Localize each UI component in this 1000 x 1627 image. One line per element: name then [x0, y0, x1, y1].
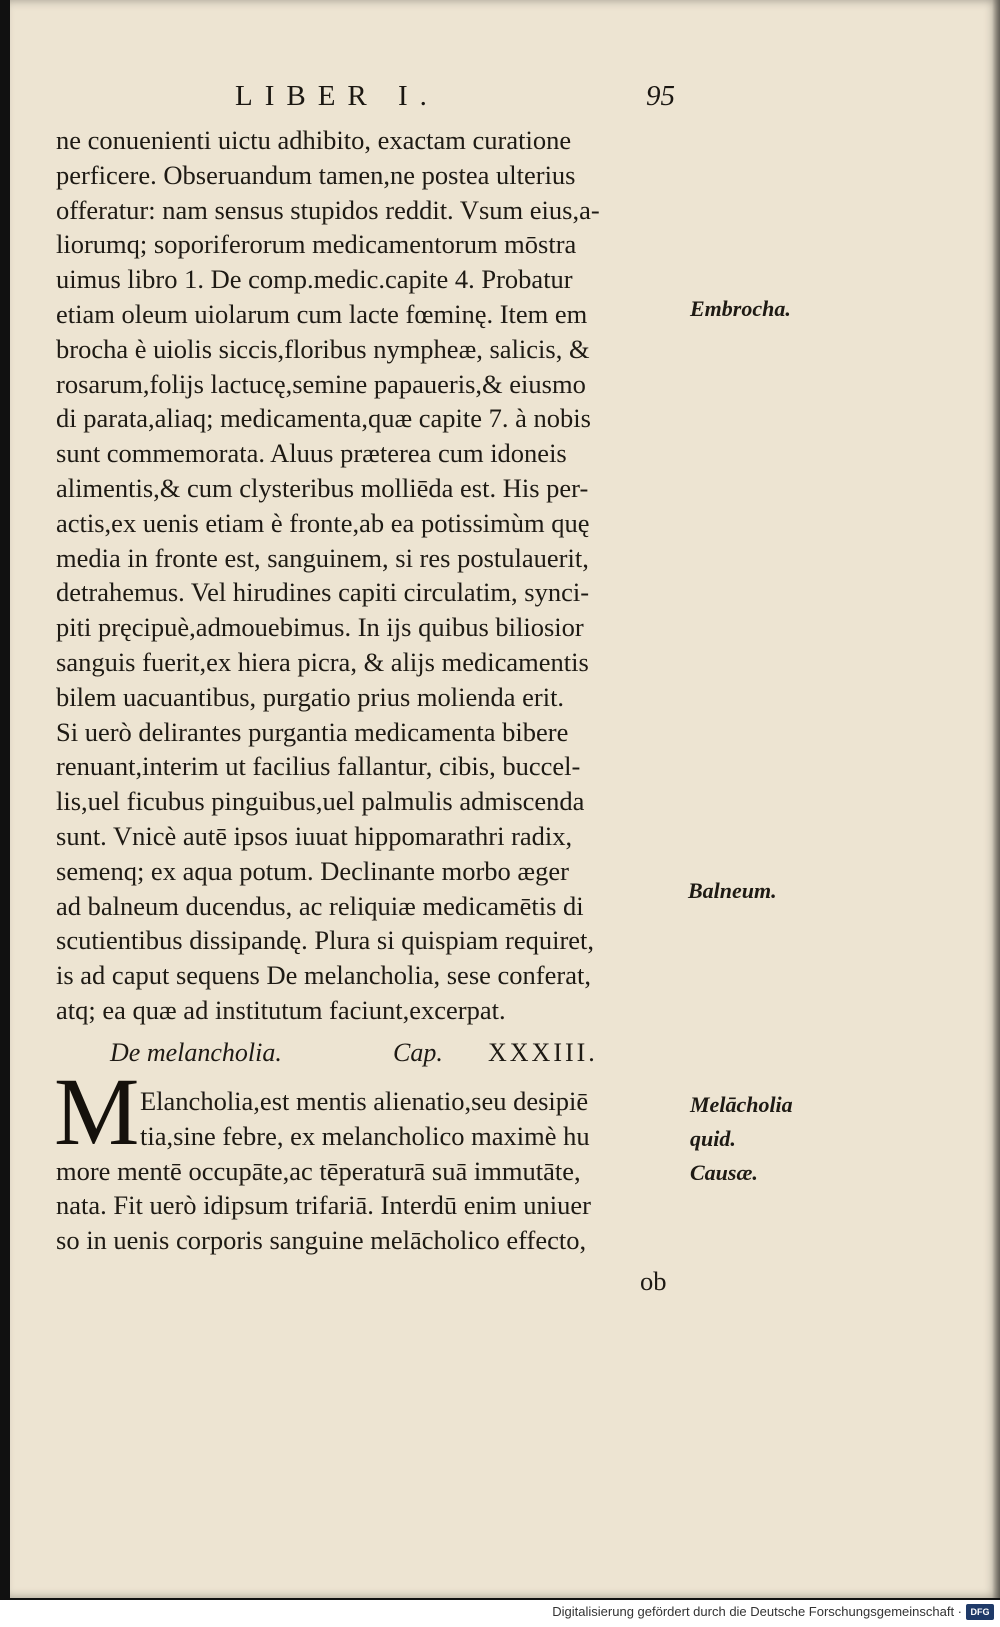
text-line: etiam oleum uiolarum cum lacte fœminę. Item em — [56, 298, 588, 329]
page-number: 95 — [646, 80, 675, 112]
dfg-logo: DFG — [966, 1604, 994, 1620]
text-line: so in uenis corporis sanguine melācholico effecto, — [56, 1225, 587, 1256]
text-line: ne conuenienti uictu adhibito, exactam curatione — [56, 125, 572, 155]
text-line: alimentis,& cum clysteribus molliēda est. His per- — [56, 472, 589, 503]
text-line: atq; ea quæ ad institutum faciunt,excerpat. — [56, 994, 506, 1025]
margin-note-balneum: Balneum. — [688, 878, 777, 903]
text-line: uimus libro 1. De comp.medic.capite 4. Probatur — [56, 264, 573, 295]
text-line: detrahemus. Vel hirudines capiti circulatim, synci- — [56, 577, 590, 608]
text-line: sunt commemorata. Aluus præterea cum idoneis — [56, 438, 567, 469]
text-line: more mentē occupāte,ac tēperaturā suā immutāte, — [56, 1155, 581, 1186]
text-line: media in fronte est, sanguinem, si res postulauerit, — [56, 542, 589, 573]
chapter-topic: De melancholia. — [110, 1038, 282, 1067]
page-header — [235, 80, 675, 120]
text-line: Elancholia,est mentis alienatio,seu desipiē — [140, 1086, 589, 1116]
text-line: bilem uacuantibus, purgatio prius molienda erit. — [56, 681, 565, 712]
text-line: offeratur: nam sensus stupidos reddit. Vsum eius,a- — [56, 194, 600, 225]
margin-note-melancholia: Melācholia — [690, 1092, 793, 1117]
text-line: renuant,interim ut facilius fallantur, cibis, buccel- — [56, 751, 581, 782]
text-line: lis,uel ficubus pinguibus,uel palmulis admiscenda — [56, 786, 585, 817]
text-line: perficere. Obseruandum tamen,ne postea ulterius — [56, 159, 576, 190]
chapter-text — [56, 1084, 686, 1258]
drop-cap: M — [54, 1058, 140, 1165]
book-page — [10, 0, 1000, 1598]
footer-bar — [0, 1600, 1000, 1627]
margin-note-quid: quid. — [690, 1126, 736, 1151]
text-line: brocha è uiolis siccis,floribus nympheæ, salicis, & — [56, 333, 590, 364]
text-line: is ad caput sequens De melancholia, sese conferat, — [56, 960, 591, 991]
text-line: nata. Fit uerò idipsum trifariā. Interdū enim uniuer — [56, 1190, 592, 1221]
text-line: rosarum,folijs lactucę,semine papaueris,& eiusmo — [56, 368, 586, 399]
text-line: liorumq; soporiferorum medicamentorum mōstra — [56, 229, 577, 260]
text-line: tia,sine febre, ex melancholico maximè hu — [140, 1120, 590, 1151]
text-line: actis,ex uenis etiam è fronte,ab ea potissimùm quę — [56, 507, 590, 538]
text-line: sunt. Vnicè autē ipsos iuuat hippomarathri radix, — [56, 820, 573, 851]
text-line: ad balneum ducendus, ac reliquiæ medicamētis di — [56, 890, 584, 921]
funding-credit: Digitalisierung gefördert durch die Deutsche Forschungsgemeinschaft · — [552, 1604, 962, 1619]
margin-note-embrocha: Embrocha. — [690, 296, 791, 321]
margin-note-causae: Causæ. — [690, 1160, 758, 1185]
text-line: scutientibus dissipandę. Plura si quispiam requiret, — [56, 925, 595, 956]
chapter-heading — [110, 1038, 670, 1078]
text-line: semenq; ex aqua potum. Declinante morbo æger — [56, 855, 569, 886]
catchword: ob — [640, 1266, 667, 1296]
text-line: Si uerò delirantes purgantia medicamenta bibere — [56, 716, 569, 747]
text-line: sanguis fuerit,ex hiera picra, & alijs medicamentis — [56, 646, 589, 677]
chapter-number: XXXIII. — [488, 1038, 598, 1067]
running-title: LIBER I. — [235, 80, 439, 112]
text-line: di parata,aliaq; medicamenta,quæ capite 7. à nobis — [56, 403, 591, 434]
text-line: piti pręcipuè,admouebimus. In ijs quibus biliosior — [56, 612, 584, 643]
chapter-cap-label: Cap. — [393, 1038, 443, 1067]
body-text — [56, 123, 686, 1028]
